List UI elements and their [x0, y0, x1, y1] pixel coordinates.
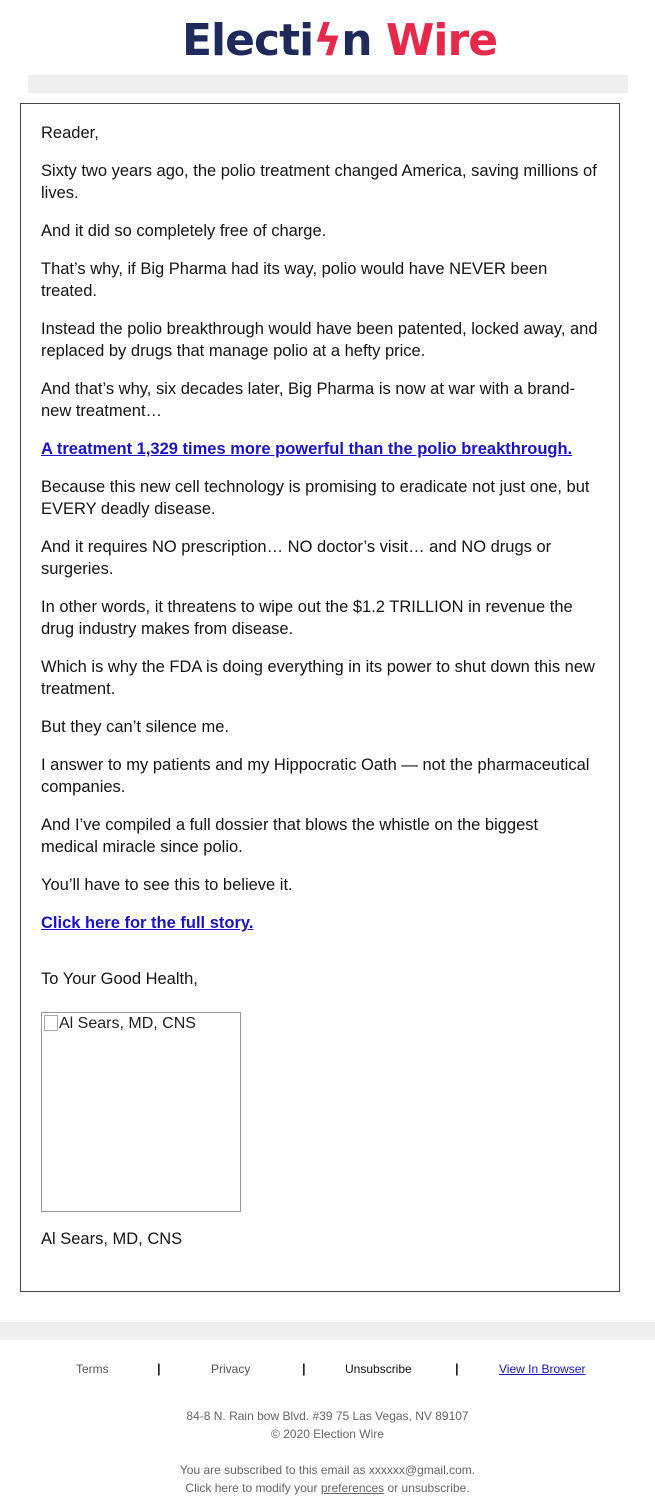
modify-preferences-line: Click here to modify your preferences or unsubscribe. — [185, 1481, 470, 1495]
signature-name: Al Sears, MD, CNS — [41, 1230, 183, 1248]
view-in-browser-link[interactable]: View In Browser — [499, 1362, 586, 1376]
broken-image-icon — [44, 1015, 58, 1031]
paragraph: And it requires NO prescription… NO doctor’s visit… and NO drugs or surgeries. — [41, 538, 552, 578]
paragraph: Which is why the FDA is doing everything in its power to shut down this new treatment. — [41, 658, 595, 698]
paragraph: You’ll have to see this to believe it. — [41, 876, 293, 894]
treatment-link[interactable]: A treatment 1,329 times more powerful than the polio breakthrough. — [41, 440, 573, 458]
terms-link[interactable]: Terms — [76, 1362, 109, 1376]
copyright: © 2020 Election Wire — [271, 1427, 384, 1441]
email-header — [0, 0, 655, 75]
header-divider-bar — [28, 75, 628, 93]
paragraph: That’s why, if Big Pharma had its way, polio would have NEVER been treated. — [41, 260, 548, 300]
privacy-link[interactable]: Privacy — [211, 1362, 251, 1376]
paragraph: And I’ve compiled a full dossier that blows the whistle on the biggest medical miracle since polio. — [41, 816, 539, 856]
paragraph: I answer to my patients and my Hippocratic Oath — not the pharmaceutical companies. — [41, 756, 590, 796]
logo-o-bolt-icon: ϟ — [313, 15, 342, 66]
signature-alt-text: Al Sears, MD, CNS — [59, 1015, 196, 1032]
signature-image — [41, 1012, 241, 1212]
company-address: 84-8 N. Rain bow Blvd. #39 75 Las Vegas, NV 89107 — [186, 1409, 469, 1423]
logo-text: Electiϟn Wire — [182, 15, 498, 66]
full-story-link[interactable]: Click here for the full story. — [41, 914, 254, 932]
paragraph: But they can’t silence me. — [41, 718, 230, 736]
preferences-link[interactable]: preferences — [320, 1481, 385, 1495]
cta-paragraph — [41, 912, 599, 934]
election-wire-logo[interactable] — [182, 12, 498, 70]
greeting: Reader, — [41, 124, 99, 142]
footer-address-block — [0, 1407, 655, 1443]
footer-links — [0, 1362, 655, 1380]
subscription-notice: You are subscribed to this email as xxxxxx@gmail.com. — [179, 1463, 476, 1477]
signoff: To Your Good Health, — [41, 970, 198, 988]
footer-separator: | — [455, 1361, 459, 1376]
footer-separator: | — [157, 1361, 161, 1376]
paragraph: Sixty two years ago, the polio treatment changed America, saving millions of lives. — [41, 162, 597, 202]
paragraph: Because this new cell technology is promising to eradicate not just one, but EVERY deadly disease. — [41, 478, 590, 518]
paragraph: And that’s why, six decades later, Big Pharma is now at war with a brand-new treatment… — [41, 380, 576, 420]
paragraph: In other words, it threatens to wipe out the $1.2 TRILLION in revenue the drug industry makes from disease. — [41, 598, 573, 638]
unsubscribe-link[interactable]: Unsubscribe — [345, 1362, 412, 1376]
footer-divider-bar — [0, 1322, 655, 1340]
paragraph: Instead the polio breakthrough would have been patented, locked away, and replaced by drugs that manage polio at a hefty price. — [41, 320, 598, 360]
footer-separator: | — [302, 1361, 306, 1376]
footer-subscription-block — [0, 1461, 655, 1497]
letter-card — [20, 103, 620, 1292]
cta-paragraph — [41, 438, 599, 460]
paragraph: And it did so completely free of charge. — [41, 222, 327, 240]
